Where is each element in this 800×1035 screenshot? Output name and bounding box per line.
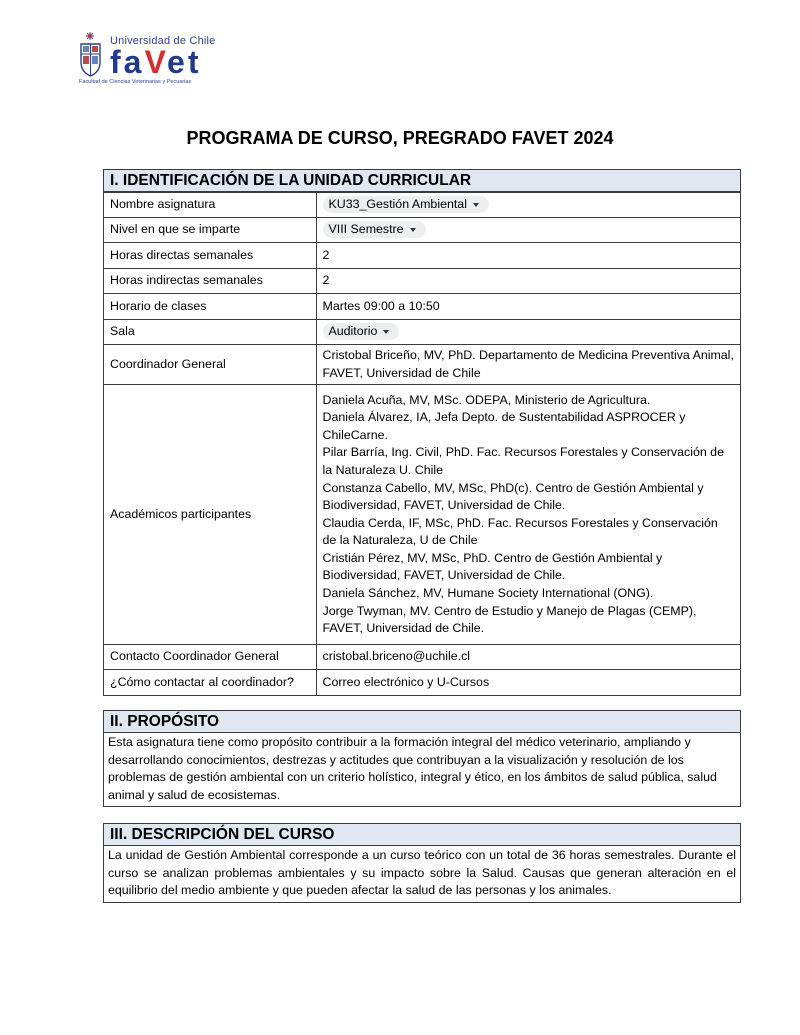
table-row: [104, 385, 740, 645]
university-crest-icon: [78, 30, 108, 82]
faculty-brand: [110, 42, 201, 82]
row-label: Horas directas semanales: [104, 243, 316, 269]
academics-list: [316, 385, 740, 645]
level-value: VIII Semestre: [328, 222, 404, 237]
row-label: Contacto Coordinador General: [104, 645, 316, 670]
caret-down-icon: [410, 228, 416, 232]
brand-suffix: et: [167, 44, 202, 80]
row-value: cristobal.briceno@uchile.cl: [316, 645, 740, 670]
table-row: [104, 193, 740, 218]
list-item: Constanza Cabello, MV, MSc, PhD(c). Centro de Gestión Ambiental y Biodiversidad, FAVET, Universidad de Chile.: [322, 480, 704, 513]
row-value: Correo electrónico y U-Cursos: [316, 670, 740, 695]
table-row: [104, 320, 740, 345]
row-value: [316, 218, 740, 243]
list-item: Pilar Barría, Ing. Civil, PhD. Fac. Recursos Forestales y Conservación de la Naturaleza U. Chile: [322, 445, 724, 477]
row-value: [316, 320, 740, 345]
list-item: Daniela Álvarez, IA, Jefa Depto. de Sustentabilidad ASPROCER y ChileCarne.: [322, 410, 686, 442]
list-item: Cristián Pérez, MV, MSc, PhD. Centro de Gestión Ambiental y Biodiversidad, FAVET, Universidad de Chile.: [322, 550, 663, 583]
description-heading: III. DESCRIPCIÓN DEL CURSO: [104, 824, 740, 846]
row-label: Horario de clases: [104, 294, 316, 320]
caret-down-icon: [473, 203, 479, 207]
purpose-text: Esta asignatura tiene como propósito contribuir a la formación integral del médico veterinario, ampliando y desarrollando conocimientos, destrezas y actitudes que contribuyan a la visualización y resolución de los problemas de gestión ambiental con un criterio holístico, integral y ético, en los ámbitos de salud pública, salud animal y salud de ecosistemas.: [108, 735, 717, 802]
list-item: Daniela Sánchez, MV, Humane Society International (ONG).: [322, 586, 654, 601]
identification-heading: I. IDENTIFICACIÓN DE LA UNIDAD CURRICULAR: [104, 170, 740, 192]
row-value: [316, 193, 740, 218]
caret-down-icon: [383, 330, 389, 334]
row-label: Coordinador General: [104, 345, 316, 385]
list-item: Jorge Twyman, MV. Centro de Estudio y Manejo de Plagas (CEMP), FAVET, Universidad de Chile.: [322, 603, 697, 636]
row-value: Martes 09:00 a 10:50: [316, 294, 740, 320]
level-dropdown[interactable]: [323, 221, 426, 238]
table-row: [104, 345, 740, 385]
table-row: [104, 243, 740, 269]
row-label: Sala: [104, 320, 316, 345]
row-label: Académicos participantes: [104, 385, 316, 645]
table-row: [104, 670, 740, 695]
list-item: Daniela Acuña, MV, MSc. ODEPA, Ministerio de Agricultura.: [322, 392, 651, 407]
room-dropdown[interactable]: [323, 323, 400, 340]
description-text: La unidad de Gestión Ambiental corresponde a un curso teórico con un total de 36 horas semestrales. Durante el curso se analizan problemas ambientales y su impacto sobre la Salud. Causas que generan alteración en el equilibrio del medio ambiente y que pueden afectar la salud de las personas y los animales.: [108, 848, 736, 898]
brand-v: V: [144, 44, 168, 80]
identification-section: [103, 169, 741, 696]
room-value: Auditorio: [328, 324, 378, 339]
row-label: ¿Cómo contactar al coordinador?: [104, 670, 316, 695]
table-row: [104, 294, 740, 320]
purpose-section: [103, 710, 741, 807]
row-label: Nombre asignatura: [104, 193, 316, 218]
table-row: [104, 645, 740, 670]
list-item: Claudia Cerda, IF, MSc, PhD. Fac. Recursos Forestales y Conservación de la Naturaleza, U de Chile: [322, 515, 718, 548]
faculty-name: Facultad de Ciencias Veterinarias y Pecuarias: [79, 79, 192, 85]
row-value: Cristobal Briceño, MV, PhD. Departamento de Medicina Preventiva Animal, FAVET, Universidad de Chile: [316, 345, 740, 385]
purpose-heading: II. PROPÓSITO: [104, 711, 740, 733]
table-row: [104, 269, 740, 294]
course-name-dropdown[interactable]: [323, 196, 489, 213]
identification-table: [104, 192, 740, 695]
row-value: 2: [316, 269, 740, 294]
university-logo: [78, 30, 238, 88]
row-value: 2: [316, 243, 740, 269]
description-section: [103, 823, 741, 903]
university-name: Universidad de Chile: [110, 35, 216, 47]
brand-prefix: fa: [110, 44, 145, 80]
row-label: Horas indirectas semanales: [104, 269, 316, 294]
table-row: [104, 218, 740, 243]
page-title: PROGRAMA DE CURSO, PREGRADO FAVET 2024: [186, 128, 614, 148]
row-label: Nivel en que se imparte: [104, 218, 316, 243]
course-name-value: KU33_Gestión Ambiental: [328, 197, 467, 212]
